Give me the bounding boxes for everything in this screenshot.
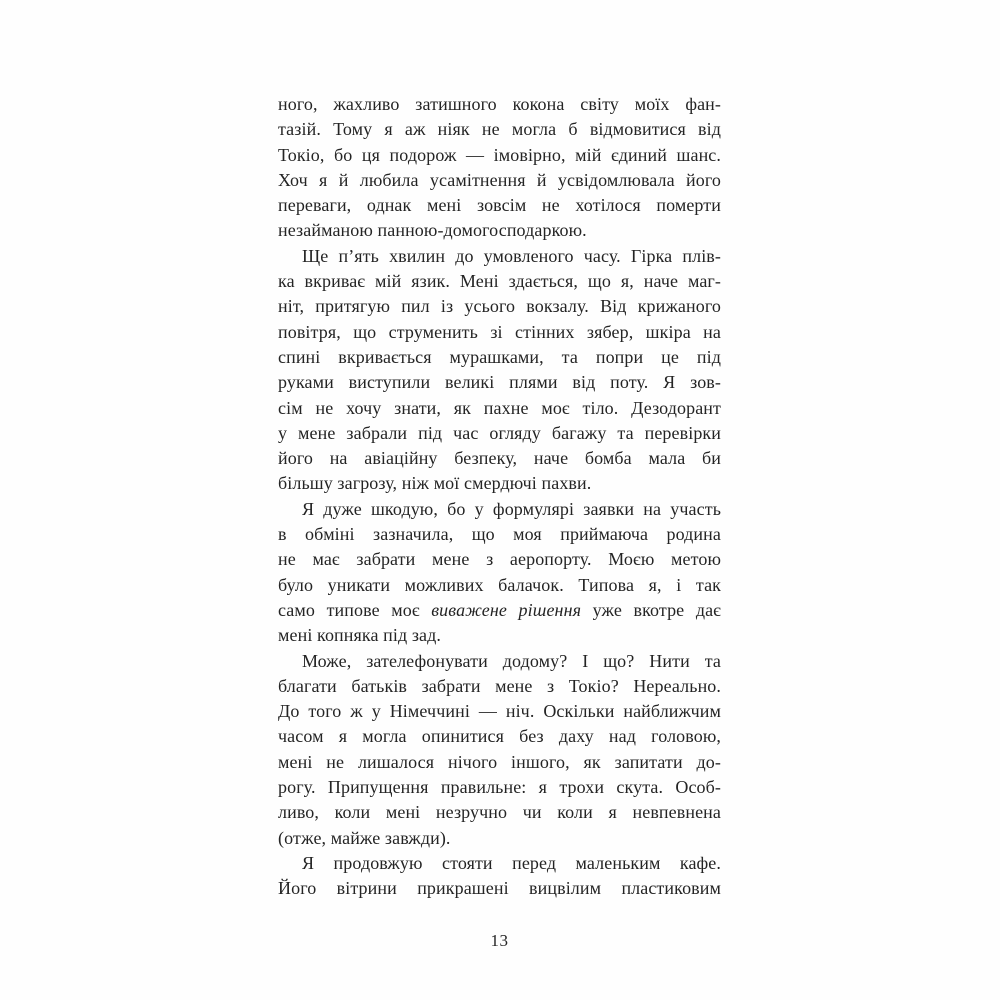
text-segment: переваги, однак мені зовсім не хотілося померти xyxy=(278,195,721,216)
italic-text: виважене рішення xyxy=(431,599,582,620)
text-line xyxy=(278,193,721,218)
text-line xyxy=(278,218,721,243)
text-line xyxy=(278,294,721,319)
text-segment: Хоч я й любила усамітнення й усвідомлювала його xyxy=(278,169,721,190)
page-text-block xyxy=(278,92,721,902)
text-line xyxy=(278,674,721,699)
text-line xyxy=(278,92,721,117)
text-segment: само типове моє xyxy=(278,599,432,620)
text-segment: мені не лишалося нічого іншого, як запитати до- xyxy=(278,751,721,772)
text-segment: ка вкриває мій язик. Мені здається, що я, наче маг- xyxy=(278,271,721,292)
text-segment: До того ж у Німеччині — ніч. Оскільки найближчим xyxy=(278,701,721,722)
text-line xyxy=(278,421,721,446)
text-segment: Я продовжую стояти перед маленьким кафе. xyxy=(302,852,721,873)
text-segment: уже вкотре дає xyxy=(581,599,721,620)
text-line xyxy=(278,446,721,471)
paragraph xyxy=(278,244,721,497)
text-line xyxy=(278,396,721,421)
text-segment: (отже, майже завжди). xyxy=(278,827,451,848)
text-line xyxy=(278,750,721,775)
text-line xyxy=(278,775,721,800)
text-line xyxy=(278,826,721,851)
paragraph xyxy=(278,649,721,851)
text-line xyxy=(278,598,721,623)
text-segment: ного, жахливо затишного кокона світу моїх фан- xyxy=(278,94,721,114)
text-line xyxy=(278,471,721,496)
text-line xyxy=(278,345,721,370)
paragraph xyxy=(278,497,721,649)
text-line xyxy=(278,876,721,901)
text-line xyxy=(278,320,721,345)
text-segment: мені копняка під зад. xyxy=(278,625,442,646)
text-line xyxy=(278,370,721,395)
text-segment: ніт, притягую пил із усього вокзалу. Від крижаного xyxy=(278,296,721,317)
text-segment: повітря, що струменить зі стінних зябер, шкіра на xyxy=(278,321,721,342)
text-segment: руками виступили великі плями від поту. Я зов- xyxy=(278,372,721,393)
text-line xyxy=(278,522,721,547)
text-segment: в обміні зазначила, що моя приймаюча родина xyxy=(278,524,721,545)
text-segment: більшу загрозу, ніж мої смердючі пахви. xyxy=(278,473,592,494)
text-line xyxy=(278,573,721,598)
text-segment: часом я могла опинитися без даху над головою, xyxy=(278,726,721,747)
text-line xyxy=(278,143,721,168)
text-line xyxy=(278,269,721,294)
text-line xyxy=(278,547,721,572)
text-segment: у мене забрали під час огляду багажу та перевірки xyxy=(278,422,721,443)
text-segment: було уникати можливих балачок. Типова я, і так xyxy=(278,574,721,595)
text-segment: його на авіаційну безпеку, наче бомба мала би xyxy=(278,448,721,469)
text-line xyxy=(278,699,721,724)
text-segment: благати батьків забрати мене з Токіо? Нереально. xyxy=(278,675,721,696)
paragraph xyxy=(278,92,721,244)
paragraph xyxy=(278,851,721,902)
text-line xyxy=(278,800,721,825)
text-line xyxy=(278,649,721,674)
text-segment: не має забрати мене з аеропорту. Моєю метою xyxy=(278,549,721,570)
text-line xyxy=(278,168,721,193)
text-segment: тазій. Тому я аж ніяк не могла б відмовитися від xyxy=(278,119,721,140)
text-line xyxy=(278,724,721,749)
text-segment: Я дуже шкодую, бо у формулярі заявки на участь xyxy=(302,498,721,519)
text-line xyxy=(278,497,721,522)
text-segment: сім не хочу знати, як пахне моє тіло. Дезодорант xyxy=(278,397,721,418)
text-segment: незайманою панною-домогосподаркою. xyxy=(278,220,587,241)
text-line xyxy=(278,623,721,648)
text-segment: Токіо, бо ця подорож — імовірно, мій єдиний шанс. xyxy=(278,144,721,165)
text-segment: рогу. Припущення правильне: я трохи скута. Особ- xyxy=(278,777,721,798)
text-line xyxy=(278,851,721,876)
text-segment: спині вкривається мурашками, та попри це під xyxy=(278,346,721,367)
text-segment: ливо, коли мені незручно чи коли я невпевнена xyxy=(278,802,721,823)
text-line xyxy=(278,117,721,142)
text-segment: Ще п’ять хвилин до умовленого часу. Гірка плів- xyxy=(302,245,721,266)
text-segment: Його вітрини прикрашені вицвілим пластиковим xyxy=(278,878,721,899)
text-line xyxy=(278,244,721,269)
page-number: 13 xyxy=(490,931,509,950)
text-segment: Може, зателефонувати додому? І що? Нити та xyxy=(302,650,721,671)
